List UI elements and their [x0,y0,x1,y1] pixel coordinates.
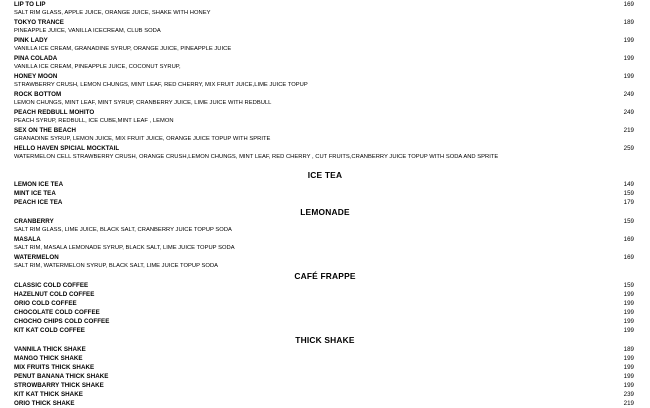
menu-item [14,90,634,99]
item-price: 249 [623,109,634,116]
menu-item [14,144,634,153]
item-name: PENUT BANANA THICK SHAKE [14,373,109,380]
menu-item [14,299,634,308]
item-description: VANILLA ICE CREAM, PINEAPPLE JUICE, COCONUT SYRUP, [14,64,181,70]
item-name: ORIO COLD COFFEE [14,300,77,307]
item-name: HELLO HAVEN SPICIAL MOCKTAIL [14,145,120,152]
item-price: 259 [623,145,634,152]
item-name: TOKYO TRANCE [14,19,64,26]
menu-item [14,363,634,372]
menu-item [14,317,634,326]
item-price: 169 [623,254,634,261]
menu-item [14,18,634,27]
item-name: LIP TO LIP [14,1,46,8]
item-price: 169 [623,1,634,8]
menu-item [14,180,634,189]
item-name: LEMON ICE TEA [14,181,64,188]
item-price: 199 [623,382,634,389]
section-title-ice-tea: ICE TEA [307,170,343,180]
menu-item [14,189,634,198]
menu-item [14,108,634,117]
item-name: MIX FRUITS THICK SHAKE [14,364,95,371]
item-name: MANGO THICK SHAKE [14,355,83,362]
item-price: 159 [623,218,634,225]
menu-item [14,308,634,317]
item-name: CLASSIC COLD COFFEE [14,282,89,289]
item-price: 199 [623,327,634,334]
menu-item [14,72,634,81]
item-name: PEACH REDBULL MOHITO [14,109,95,116]
item-name: PEACH ICE TEA [14,199,63,206]
item-name: CHOCOLATE COLD COFFEE [14,309,100,316]
item-description: SALT RIM GLASS, APPLE JUICE, ORANGE JUICE, SHAKE WITH HONEY [14,10,211,16]
item-name: KIT KAT THICK SHAKE [14,391,83,398]
menu-item [14,253,634,262]
item-price: 149 [623,181,634,188]
item-description: GRANADINE SYRUP, LEMON JUICE, MIX FRUIT JUICE, ORANGE JUICE TOPUP WITH SPRITE [14,136,271,142]
menu-item [14,290,634,299]
item-description: PEACH SYRUP, REDBULL, ICE CUBE,MINT LEAF , LEMON [14,118,174,124]
item-name: STROWBARRY THICK SHAKE [14,382,104,389]
section-title-cafe-frappe: CAFÉ FRAPPE [294,271,356,281]
menu-item [14,390,634,399]
item-price: 199 [623,73,634,80]
item-price: 199 [623,355,634,362]
item-price: 199 [623,309,634,316]
item-price: 199 [623,364,634,371]
item-price: 169 [623,236,634,243]
menu-item [14,281,634,290]
menu-item [14,36,634,45]
item-price: 199 [623,37,634,44]
menu-item [14,54,634,63]
item-name: CRANBERRY [14,218,54,225]
item-price: 189 [623,346,634,353]
item-name: ROCK BOTTOM [14,91,62,98]
item-description: LEMON CHUNGS, MINT LEAF, MINT SYRUP, CRANBERRY JUICE, LIME JUICE WITH REDBULL [14,100,272,106]
menu-item [14,381,634,390]
section-title-thick-shake: THICK SHAKE [295,335,355,345]
menu-item [14,198,634,207]
item-name: HONEY MOON [14,73,58,80]
item-description: SALT RIM GLASS, LIME JUICE, BLACK SALT, CRANBERRY JUICE TOPUP SODA [14,227,232,233]
item-name: SEX ON THE BEACH [14,127,76,134]
item-name: CHOCHO CHIPS COLD COFFEE [14,318,110,325]
item-price: 199 [623,318,634,325]
item-description: PINEAPPLE JUICE, VANILLA ICECREAM, CLUB SODA [14,28,161,34]
item-price: 219 [623,127,634,134]
menu-item [14,345,634,354]
item-name: MINT ICE TEA [14,190,56,197]
menu-item [14,235,634,244]
item-name: KIT KAT COLD COFFEE [14,327,85,334]
menu-item [14,372,634,381]
menu-item [14,399,634,408]
item-description: VANILLA ICE CREAM, GRANADINE SYRUP, ORANGE JUICE, PINEAPPLE JUICE [14,46,232,52]
item-description: SALT RIM, MASALA LEMONADE SYRUP, BLACK SALT, LIME JUICE TOPUP SODA [14,245,235,251]
menu-item [14,354,634,363]
item-price: 159 [623,190,634,197]
item-price: 199 [623,373,634,380]
item-name: VANNILA THICK SHAKE [14,346,86,353]
item-price: 199 [623,291,634,298]
menu-item [14,217,634,226]
item-description: WATERMELON CELL STRAWBERRY CRUSH, ORANGE CRUSH,LEMON CHUNGS, MINT LEAF, RED CHERRY , CUT FRUITS,CRANBERRY JUICE TOPUP WITH SODA AND SPRITE [14,154,499,160]
section-title-lemonade: LEMONADE [300,207,350,217]
item-description: STRAWBERRY CRUSH, LEMON CHUNGS, MINT LEAF, RED CHERRY, MIX FRUIT JUICE,LIME JUICE TOPUP [14,82,308,88]
item-price: 189 [623,19,634,26]
item-name: WATERMELON [14,254,59,261]
item-name: MASALA [14,236,41,243]
item-name: ORIO THICK SHAKE [14,400,75,407]
item-price: 199 [623,300,634,307]
menu-item [14,0,634,9]
item-price: 179 [623,199,634,206]
item-price: 219 [623,400,634,407]
item-price: 249 [623,91,634,98]
item-name: PINA COLADA [14,55,58,62]
menu-item [14,126,634,135]
item-price: 239 [623,391,634,398]
item-price: 159 [623,282,634,289]
item-name: PINK LADY [14,37,48,44]
menu-item [14,326,634,335]
item-price: 199 [623,55,634,62]
item-description: SALT RIM, WATERMELON SYRUP, BLACK SALT, LIME JUICE TOPUP SODA [14,263,219,269]
item-name: HAZELNUT COLD COFFEE [14,291,95,298]
